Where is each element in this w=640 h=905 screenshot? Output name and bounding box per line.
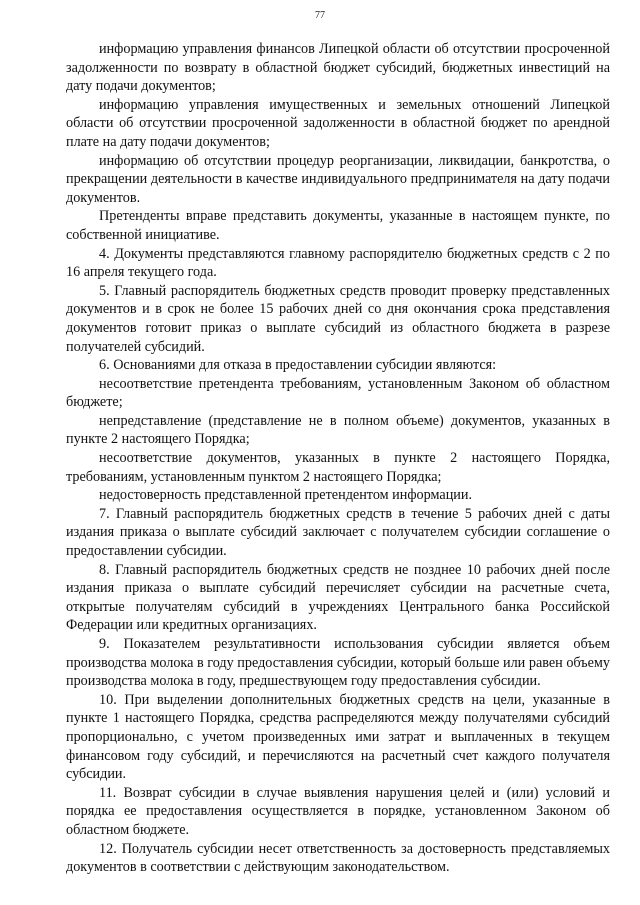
paragraph: несоответствие претендента требованиям, установленным Законом об областном бюджете; <box>66 375 610 411</box>
paragraph: непредставление (представление не в полном объеме) документов, указанных в пункте 2 настоящего Порядка; <box>66 412 610 448</box>
page-number: 77 <box>315 10 325 21</box>
paragraph: информацию управления имущественных и земельных отношений Липецкой области об отсутствии просроченной задолженности в областной бюджет по арендной плате на дату подачи документов; <box>66 96 610 150</box>
paragraph: 4. Документы представляются главному распорядителю бюджетных средств с 2 по 16 апреля текущего года. <box>66 245 610 281</box>
paragraph: 11. Возврат субсидии в случае выявления нарушения целей и (или) условий и порядка ее предоставления осуществляется в порядке, установленном Законом об областном бюджете. <box>66 784 610 838</box>
paragraph: Претенденты вправе представить документы, указанные в настоящем пункте, по собственной инициативе. <box>66 208 610 243</box>
paragraph: 12. Получатель субсидии несет ответственность за достоверность представляемых документов в соответствии с действующим законодательством. <box>66 840 610 876</box>
paragraph: несоответствие документов, указанных в пункте 2 настоящего Порядка, требованиям, установленным пунктом 2 настоящего Порядка; <box>66 450 610 485</box>
document-body <box>66 40 610 877</box>
paragraph: недостоверность представленной претендентом информации. <box>99 487 473 504</box>
paragraph: 7. Главный распорядитель бюджетных средств в течение 5 рабочих дней с даты издания приказа о выплате субсидий заключает с получателем субсидии соглашение о предоставлении субсидии. <box>66 505 610 560</box>
paragraph: 9. Показателем результативности использования субсидии является объем производства молока в году предоставления субсидии, который больше или равен объему производства молока в году, предшествующем году предоставления субсидии. <box>66 636 610 690</box>
paragraph: информацию об отсутствии процедур реорганизации, ликвидации, банкротства, о прекращении деятельности в качестве индивидуального предпринимателя на дату подачи документов. <box>66 152 610 206</box>
paragraph: 10. При выделении дополнительных бюджетных средств на цели, указанные в пункте 1 настоящего Порядка, средства распределяются между получателями субсидий пропорционально, с учетом произведенных ими затрат и выплаченных в текущем финансовом году субсидий, и перечисляются на расчетный счет каждого получателя субсидии. <box>66 691 610 783</box>
paragraph: 6. Основаниями для отказа в предоставлении субсидии являются: <box>99 357 497 374</box>
paragraph: 5. Главный распорядитель бюджетных средств проводит проверку представленных документов и в срок не более 15 рабочих дней со дня окончания срока представления документов готовит приказ о выплате субсидий из областного бюджета в разрезе получателей субсидий. <box>66 282 610 355</box>
paragraph: 8. Главный распорядитель бюджетных средств не позднее 10 рабочих дней после издания приказа о выплате субсидий перечисляет субсидии на расчетные счета, открытые получателям субсидий в учреждениях Центрального банка Российской Федерации или кредитных организациях. <box>66 561 610 634</box>
paragraph: информацию управления финансов Липецкой области об отсутствии просроченной задолженности по возврату в областной бюджет субсидий, бюджетных инвестиций на дату подачи документов; <box>66 41 610 95</box>
